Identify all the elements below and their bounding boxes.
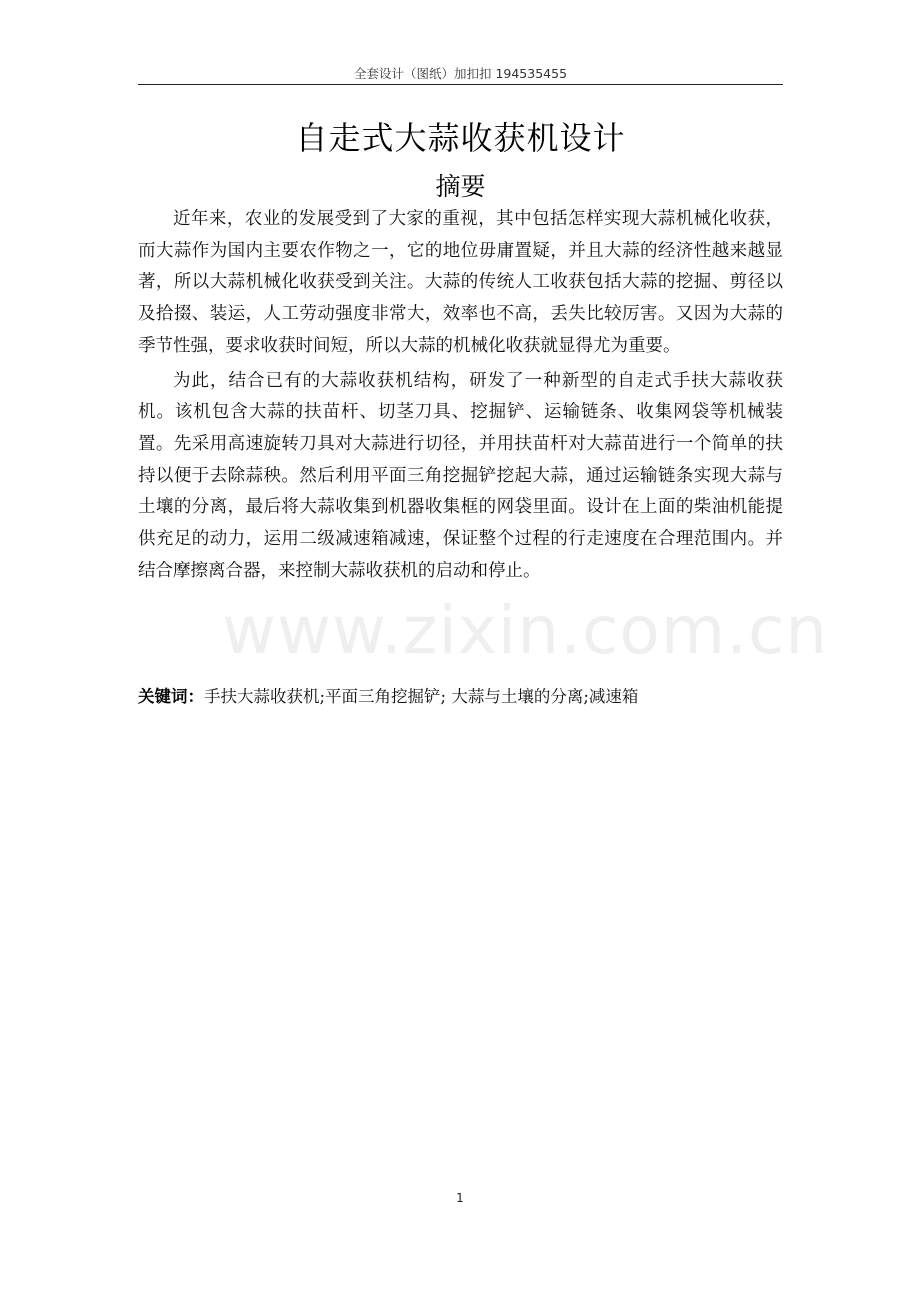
document-title: 自走式大蒜收获机设计 [295,119,626,157]
abstract-paragraph-1: 近年来，农业的发展受到了大家的重视，其中包括怎样实现大蒜机械化收获，而大蒜作为国内主要农作物之一，它的地位毋庸置疑，并且大蒜的经济性越来越显著，所以大蒜机械化收获受到关注。大蒜的传统人工收获包括大蒜的挖掘、剪径以及拾掇、装运，人工劳动强度非常大，效率也不高，丢失比较厉害。又因为大蒜的季节性强，要求收获时间短，所以大蒜的机械化收获就显得尤为重要。 [138,209,783,356]
abstract-heading: 摘要 [435,172,486,201]
abstract-paragraph-2: 为此，结合已有的大蒜收获机结构，研发了一种新型的自走式手扶大蒜收获机。该机包含大蒜的扶苗杆、切茎刀具、挖掘铲、运输链条、收集网袋等机械装置。先采用高速旋转刀具对大蒜进行切径，并用扶苗杆对大蒜苗进行一个简单的扶持以便于去除蒜秧。然后利用平面三角挖掘铲挖起大蒜，通过运输链条实现大蒜与土壤的分离，最后将大蒜收集到机器收集框的网袋里面。设计在上面的柴油机能提供充足的动力，运用二级减速箱减速，保证整个过程的行走速度在合理范围内。并结合摩擦离合器，来控制大蒜收获机的启动和停止。 [138,370,783,581]
keywords-text: 手扶大蒜收获机;平面三角挖掘铲; 大蒜与土壤的分离;减速箱 [204,687,639,706]
page-number: 1 [456,1191,464,1205]
abstract-body [138,204,783,587]
keywords-line [138,682,783,712]
page-header: 全套设计（图纸）加扣扣 194535455 [353,66,568,81]
keywords-label: 关键词： [138,687,204,706]
header-divider [138,84,783,85]
watermark-text: www.zixin.com.cn [222,592,829,669]
